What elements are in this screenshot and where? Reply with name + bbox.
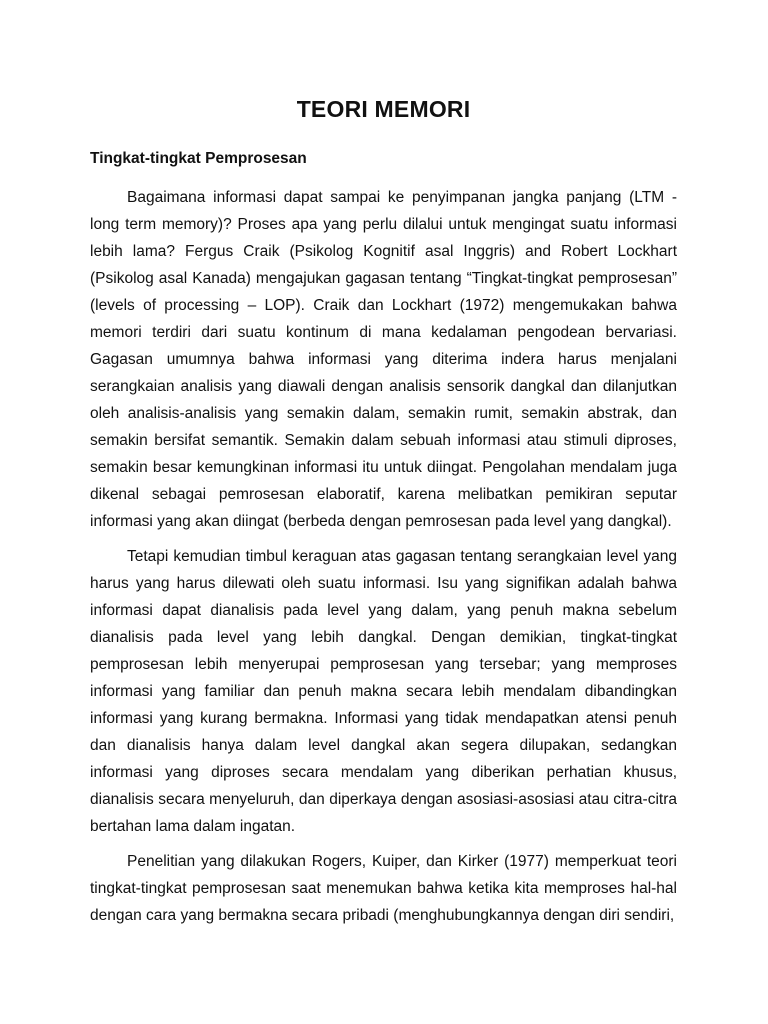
body-paragraph-1: Bagaimana informasi dapat sampai ke penyimpanan jangka panjang (LTM - long term memory)? Proses apa yang perlu dilalui untuk mengingat suatu informasi lebih lama? Fergus Craik (Psikolog Kognitif asal Inggris) and Robert Lockhart (Psikolog asal Kanada) mengajukan gagasan tentang “Tingkat-tingkat pemprosesan” (levels of processing – LOP). Craik dan Lockhart (1972) mengemukakan bahwa memori terdiri dari suatu kontinum di mana kedalaman pengodean bervariasi. Gagasan umumnya bahwa informasi yang diterima indera harus menjalani serangkaian analisis yang diawali dengan analisis sensorik dangkal dan dilanjutkan oleh analisis-analisis yang semakin dalam, semakin rumit, semakin abstrak, dan semakin bersifat semantik. Semakin dalam sebuah informasi atau stimuli diproses, semakin besar kemungkinan informasi itu untuk diingat. Pengolahan mendalam juga dikenal sebagai pemrosesan elaboratif, karena melibatkan pemikiran seputar informasi yang akan diingat (berbeda dengan pemrosesan pada level yang dangkal). bbox=[90, 189, 677, 530]
body-paragraph-2: Tetapi kemudian timbul keraguan atas gagasan tentang serangkaian level yang harus yang harus dilewati oleh suatu informasi. Isu yang signifikan adalah bahwa informasi dapat dianalisis pada level yang dalam, yang penuh makna sebelum dianalisis pada level yang lebih dangkal. Dengan demikian, tingkat-tingkat pemprosesan lebih menyerupai pemprosesan yang tersebar; yang memproses informasi yang familiar dan penuh makna secara lebih mendalam dibandingkan informasi yang kurang bermakna. Informasi yang tidak mendapatkan atensi penuh dan dianalisis hanya dalam level dangkal akan segera dilupakan, sedangkan informasi yang diproses secara mendalam yang diberikan perhatian khusus, dianalisis secara menyeluruh, dan diperkaya dengan asosiasi-asosiasi atau citra-citra bertahan lama dalam ingatan. bbox=[90, 548, 677, 835]
body-paragraph-3: Penelitian yang dilakukan Rogers, Kuiper, dan Kirker (1977) memperkuat teori tingkat-tingkat pemprosesan saat menemukan bahwa ketika kita memproses hal-hal dengan cara yang bermakna secara pribadi (menghubungkannya dengan diri sendiri, bbox=[90, 853, 677, 924]
document-title: TEORI MEMORI bbox=[296, 96, 471, 122]
section-heading: Tingkat-tingkat Pemprosesan bbox=[90, 150, 307, 167]
